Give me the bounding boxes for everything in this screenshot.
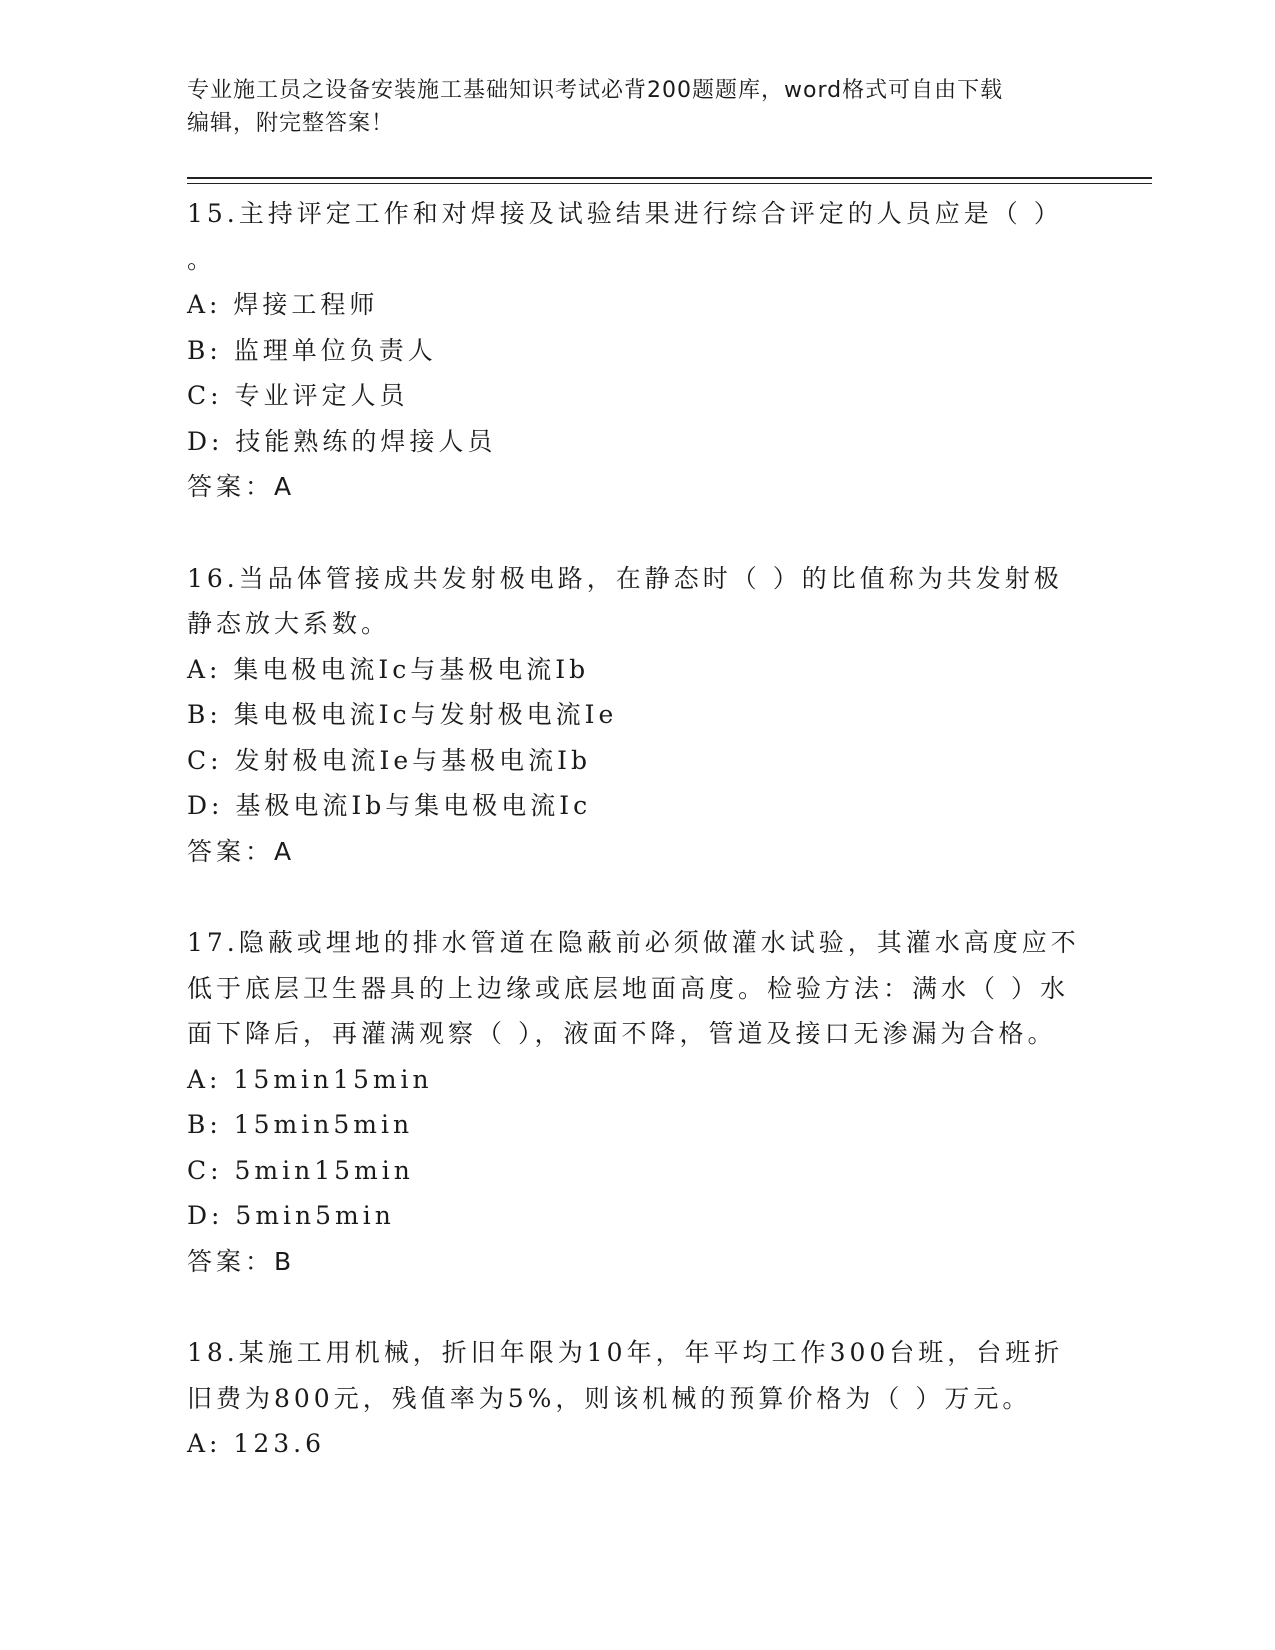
question-stem-line: 面下降后，再灌满观察（ ），液面不降，管道及接口无渗漏为合格。 <box>187 1019 1057 1048</box>
option-c: C: 专业评定人员 <box>187 381 409 410</box>
option-d: D: 技能熟练的焊接人员 <box>187 426 497 456</box>
option-a: A: 15min15min <box>187 1064 433 1094</box>
question-stem-line: 17.隐蔽或埋地的排水管道在隐蔽前必须做灌水试验，其灌水高度应不 <box>187 928 1080 957</box>
question-16 <box>187 556 1087 875</box>
header-line-2: 编辑，附完整答案！ <box>187 111 395 136</box>
option-c: C: 发射极电流Ie与基极电流Ib <box>187 745 592 775</box>
question-stem-line: 低于底层卫生器具的上边缘或底层地面高度。检验方法：满水（ ）水 <box>187 973 1069 1003</box>
option-c: C: 5min15min <box>187 1155 414 1185</box>
option-b: B: 集电极电流Ic与发射极电流Ie <box>187 700 618 729</box>
answer-text: 答案：A <box>187 836 296 866</box>
question-stem-line: 静态放大系数。 <box>187 609 391 638</box>
question-stem-line: 18.某施工用机械，折旧年限为10年，年平均工作300台班，台班折 <box>187 1338 1064 1367</box>
option-a: A: 集电极电流Ic与基极电流Ib <box>187 654 590 684</box>
question-17 <box>187 920 1087 1284</box>
question-stem-line: 旧费为800元，残值率为5%，则该机械的预算价格为（ ）万元。 <box>187 1383 1032 1413</box>
question-stem-line: 16.当品体管接成共发射极电路，在静态时（ ）的比值称为共发射极 <box>187 563 1063 593</box>
option-a: A: 焊接工程师 <box>187 290 379 319</box>
option-a: A: 123.6 <box>187 1429 325 1458</box>
header-divider-thin <box>187 183 1152 184</box>
option-b: B: 监理单位负责人 <box>187 335 437 365</box>
option-b: B: 15min5min <box>187 1110 414 1139</box>
option-d: D: 5min5min <box>187 1201 395 1230</box>
header-divider-thick <box>187 177 1152 179</box>
answer-text: 答案：B <box>187 1246 296 1276</box>
header-line-1: 专业施工员之设备安装施工基础知识考试必背200题题库，word格式可自由下载 <box>187 78 1004 103</box>
question-stem-line: 。 <box>187 244 217 274</box>
option-d: D: 基极电流Ib与集电极电流Ic <box>187 791 592 820</box>
question-stem-line: 15.主持评定工作和对焊接及试验结果进行综合评定的人员应是（ ） <box>187 199 1063 228</box>
question-15 <box>187 191 1087 510</box>
document-header <box>187 74 1067 140</box>
answer-text: 答案：A <box>187 472 296 501</box>
question-18 <box>187 1330 1087 1467</box>
question-list <box>187 191 1087 1467</box>
